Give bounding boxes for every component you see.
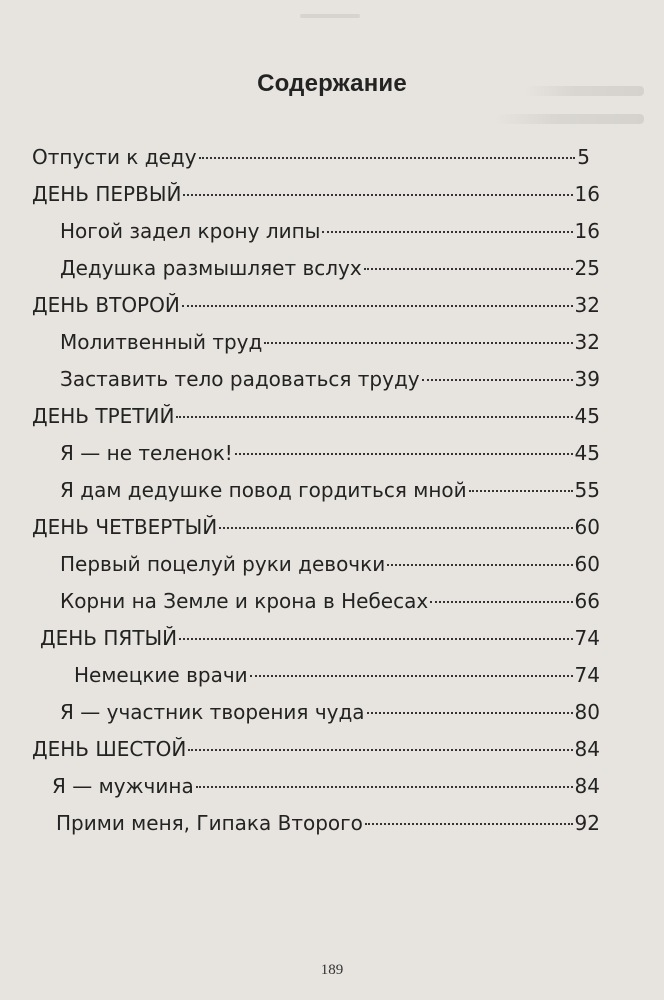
dot-leader [469,490,573,492]
toc-entry [60,214,600,248]
toc-entry-page: 66 [574,589,600,613]
toc-entry-page: 84 [574,774,600,798]
toc-entry-page: 60 [574,552,600,576]
toc-entry-page: 32 [574,330,600,354]
toc-entry-page: 39 [574,367,600,391]
toc-entry-page: 45 [574,441,600,465]
toc-entry [60,695,600,729]
dot-leader [367,712,573,714]
toc-entry [60,325,600,359]
toc-entry-page: 92 [574,811,600,835]
toc-entry-label: Я — участник творения чуда [60,700,365,724]
dot-leader [430,601,572,603]
dot-leader [365,823,573,825]
toc-entry [32,140,590,174]
toc-entry [74,658,600,692]
dot-leader [235,453,573,455]
toc-entry [60,436,600,470]
toc-entry-label: Первый поцелуй руки девочки [60,552,386,576]
toc-entry-page: 25 [574,256,600,280]
toc-entry [52,769,600,803]
toc-entry [32,510,600,544]
dot-leader [199,157,576,159]
dot-leader [183,194,572,196]
toc-entry [60,251,600,285]
dot-leader [179,638,572,640]
dot-leader [182,305,573,307]
toc-entry-page: 55 [574,478,600,502]
toc-entry-label: ДЕНЬ ТРЕТИЙ [32,404,175,428]
toc-entry-label: Ногой задел крону липы [60,219,321,243]
toc-entry-page: 5 [577,145,590,169]
dot-leader [188,749,572,751]
toc-entry [60,473,600,507]
page-title: Содержание [257,70,407,97]
toc-entry-label: Молитвенный труд [60,330,263,354]
toc-entry-label: ДЕНЬ ШЕСТОЙ [32,737,187,761]
toc-entry-label: ДЕНЬ ЧЕТВЕРТЫЙ [32,515,218,539]
toc-entry-label: Я — не теленок! [60,441,233,465]
toc-entry-page: 74 [574,626,600,650]
dot-leader [250,675,573,677]
bleed-through-header [300,14,360,18]
toc-entry-label: Отпусти к деду [32,145,197,169]
toc-entry-label: Я дам дедушке повод гордиться мной [60,478,467,502]
toc-entry [32,177,600,211]
toc-entry-label: Прими меня, Гипака Второго [56,811,363,835]
toc-entry-page: 60 [574,515,600,539]
toc-entry-label: ДЕНЬ ПЕРВЫЙ [32,182,182,206]
toc-entry-page: 16 [574,219,600,243]
toc-entry-page: 84 [574,737,600,761]
toc-entry-label: ДЕНЬ ВТОРОЙ [32,293,180,317]
dot-leader [176,416,572,418]
toc-entry [32,399,600,433]
toc-entry [60,584,600,618]
toc-entry-label: Немецкие врачи [74,663,248,687]
bleed-through-mark [494,114,644,124]
toc-entry [56,806,600,840]
toc-entry [32,288,600,322]
toc-entry-page: 32 [574,293,600,317]
toc-entry-page: 16 [574,182,600,206]
dot-leader [196,786,573,788]
toc-entry-label: Я — мужчина [52,774,194,798]
toc-entry-label: Заставить тело радоваться труду [60,367,420,391]
toc-entry-page: 45 [574,404,600,428]
toc-entry-page: 80 [574,700,600,724]
toc-entry-label: Корни на Земле и крона в Небесах [60,589,429,613]
toc-entry [60,547,600,581]
dot-leader [364,268,573,270]
toc-entry-page: 74 [574,663,600,687]
dot-leader [387,564,572,566]
toc-entry-label: Дедушка размышляет вслух [60,256,362,280]
toc-entry [32,732,600,766]
dot-leader [219,527,572,529]
toc-entry [40,621,600,655]
toc-entry [60,362,600,396]
dot-leader [422,379,573,381]
dot-leader [322,231,572,233]
page-number: 189 [320,962,344,978]
dot-leader [264,342,572,344]
toc-entry-label: ДЕНЬ ПЯТЫЙ [40,626,178,650]
